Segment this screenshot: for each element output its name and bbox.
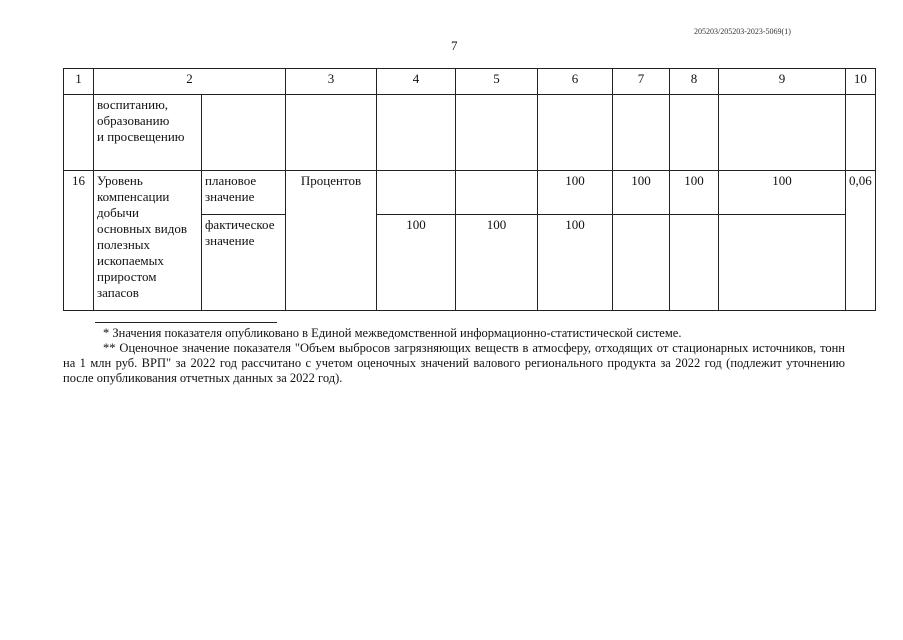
column-number: 1 xyxy=(64,69,94,95)
column-number: 10 xyxy=(846,69,876,95)
footnote-2: ** Оценочное значение показателя "Объем выбросов загрязняющих веществ в атмосферу, отходящих от стационарных источников, тонн на 1 млн руб. ВРП" за 2022 год рассчитано с учетом оценочных значений валового регионального продукта за 2022 год (подлежит уточнению после опубликования отчетных данных за 2022 год). xyxy=(63,341,845,385)
column-number: 9 xyxy=(719,69,846,95)
table-cell xyxy=(613,95,670,171)
table-cell xyxy=(719,95,846,171)
table-cell xyxy=(456,95,538,171)
plan-col7: 100 xyxy=(613,171,670,215)
document-id: 205203/205203-2023-5069(1) xyxy=(694,27,791,36)
column-number: 8 xyxy=(670,69,719,95)
plan-col8: 100 xyxy=(670,171,719,215)
indicator-table xyxy=(63,68,876,311)
fact-col6: 100 xyxy=(538,215,613,311)
table-cell xyxy=(670,95,719,171)
plan-label: плановое значение xyxy=(202,171,286,215)
unit-cell: Процентов xyxy=(286,171,377,311)
column-number: 5 xyxy=(456,69,538,95)
indicator-name-continued: воспитанию, образованию и просвещению xyxy=(94,95,202,171)
column-number: 3 xyxy=(286,69,377,95)
plan-col4 xyxy=(377,171,456,215)
fact-col4: 100 xyxy=(377,215,456,311)
table-row-continued xyxy=(64,95,876,171)
col10-value: 0,06 xyxy=(846,171,876,311)
table-row-16-plan xyxy=(64,171,876,215)
plan-col9: 100 xyxy=(719,171,846,215)
column-number: 7 xyxy=(613,69,670,95)
row-number: 16 xyxy=(64,171,94,311)
fact-col5: 100 xyxy=(456,215,538,311)
plan-col5 xyxy=(456,171,538,215)
fact-col9 xyxy=(719,215,846,311)
column-number-row xyxy=(64,69,876,95)
fact-col8 xyxy=(670,215,719,311)
column-number: 4 xyxy=(377,69,456,95)
indicator-name: Уровень компенсации добычи основных видов полезных ископаемых приростом запасов xyxy=(94,171,202,311)
footnote-1: * Значения показателя опубликовано в Единой межведомственной информационно-статистической системе. xyxy=(103,326,682,340)
column-number: 6 xyxy=(538,69,613,95)
table-cell xyxy=(202,95,286,171)
table-cell xyxy=(377,95,456,171)
column-number: 2 xyxy=(94,69,286,95)
table-cell xyxy=(846,95,876,171)
fact-col7 xyxy=(613,215,670,311)
table-cell xyxy=(64,95,94,171)
footnotes xyxy=(63,322,845,386)
footnote-divider xyxy=(95,322,277,323)
page-number: 7 xyxy=(451,38,458,53)
fact-label: фактическое значение xyxy=(202,215,286,311)
table-cell xyxy=(286,95,377,171)
table-cell xyxy=(538,95,613,171)
plan-col6: 100 xyxy=(538,171,613,215)
